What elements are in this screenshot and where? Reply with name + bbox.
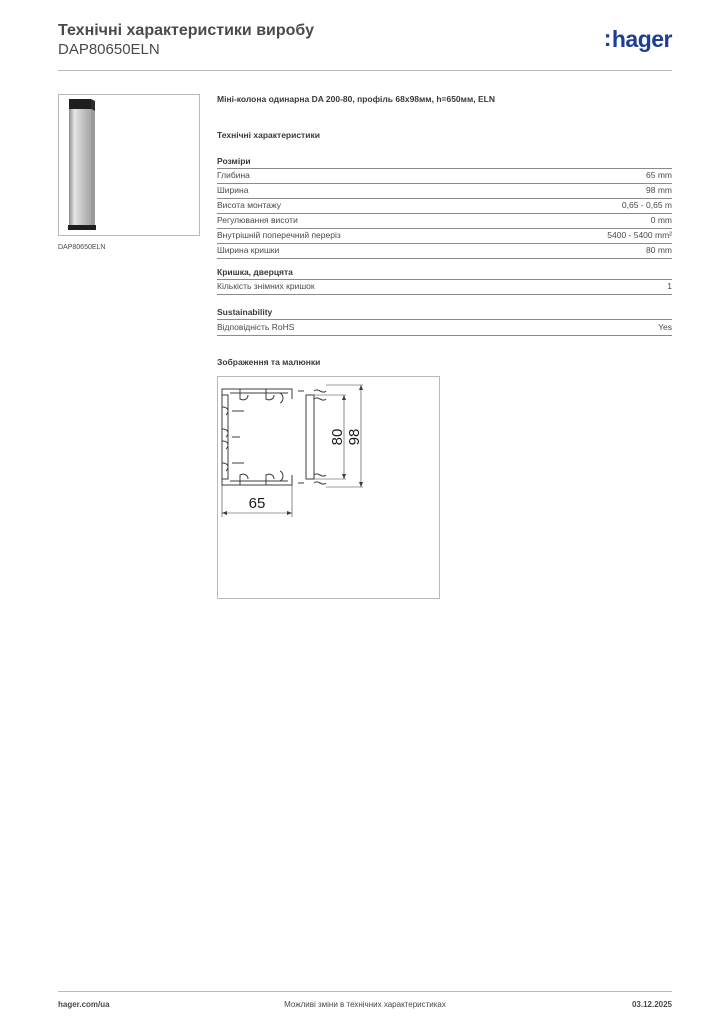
spec-row [217, 229, 672, 244]
spec-row [217, 280, 672, 295]
dimension-65: 65 [248, 495, 266, 512]
spec-value: 80 mm [646, 245, 672, 255]
spec-value: 0 mm [650, 215, 672, 225]
footer-note: Можливі зміни в технічних характеристиках [284, 1000, 446, 1009]
spec-label: Глибина [217, 170, 250, 180]
spec-label: Висота монтажу [217, 200, 282, 210]
technical-drawing [217, 376, 440, 599]
spec-label: Відповідність RoHS [217, 322, 295, 332]
mini-column-image [59, 95, 199, 235]
spec-row [217, 214, 672, 229]
document-title: Технічні характеристики виробу [58, 22, 314, 39]
page-footer [58, 991, 672, 1009]
spec-row [217, 244, 672, 259]
spec-row [217, 199, 672, 214]
spec-value: 0,65 - 0,65 m [621, 200, 672, 210]
spec-value: 1 [667, 281, 672, 291]
spec-value: 65 mm [646, 170, 672, 180]
group-title-sustainability: Sustainability [217, 307, 672, 320]
product-image [58, 94, 200, 236]
group-title-cover: Кришка, дверцята [217, 267, 672, 280]
spec-row [217, 169, 672, 184]
spec-value: 98 mm [646, 185, 672, 195]
drawings-title: Зображення та малюнки [217, 357, 321, 367]
spec-label: Ширина [217, 185, 249, 195]
hager-logo: :hager [603, 25, 672, 52]
spec-value: 5400 - 5400 mm² [607, 230, 672, 240]
spec-label: Внутрішній поперечний переріз [217, 230, 341, 240]
logo-text: hager [611, 26, 672, 52]
product-description: Міні-колона одинарна DA 200-80, профіль 68х98мм, h=650мм, ELN [217, 94, 495, 104]
footer-website[interactable]: hager.com/ua [58, 1000, 110, 1009]
spec-label: Ширина кришки [217, 245, 280, 255]
profile-drawing [218, 377, 439, 598]
footer-date: 03.12.2025 [631, 1000, 672, 1009]
spec-row [217, 184, 672, 199]
specs-title: Технічні характеристики [217, 130, 320, 140]
image-caption: DAP80650ELN [58, 244, 106, 251]
spec-row [217, 321, 672, 336]
page-header [58, 22, 672, 71]
group-title-dimensions: Розміри [217, 156, 672, 169]
spec-value: Yes [658, 322, 672, 332]
spec-label: Регулювання висоти [217, 215, 298, 225]
product-code: DAP80650ELN [58, 41, 160, 58]
dimension-98: 98 [346, 428, 363, 446]
spec-label: Кількість знімних кришок [217, 281, 315, 291]
dimension-80: 80 [329, 428, 346, 446]
